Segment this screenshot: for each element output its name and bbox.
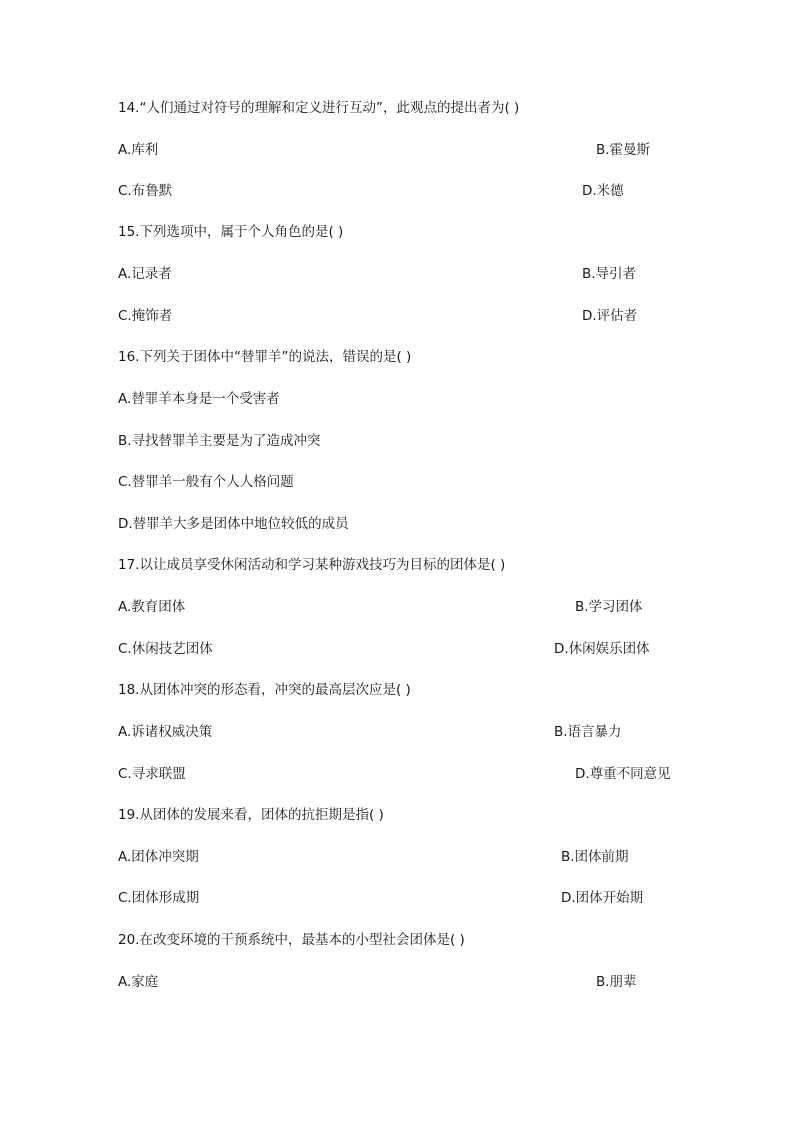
question-15-option-a: A.记录者 (118, 266, 172, 282)
question-20-stem: 20.在改变环境的干预系统中，最基本的小型社会团体是( ) (118, 932, 465, 948)
question-15-option-b: B.导引者 (582, 266, 637, 282)
question-15-option-d: D.评估者 (582, 308, 638, 324)
question-20-option-a: A.家庭 (118, 974, 159, 990)
question-19-option-a: A.团体冲突期 (118, 849, 199, 865)
question-14-stem: 14.“人们通过对符号的理解和定义进行互动”，此观点的提出者为( ) (118, 100, 520, 116)
question-18-option-b: B.语言暴力 (554, 724, 622, 740)
question-20-option-b: B.朋辈 (596, 974, 637, 990)
question-17-option-d: D.休闲娱乐团体 (554, 641, 650, 657)
question-14-option-c: C.布鲁默 (118, 183, 173, 199)
question-16-option-c: C.替罪羊一般有个人人格问题 (118, 474, 294, 490)
question-14-option-b: B.霍曼斯 (596, 142, 651, 158)
question-16-option-b: B.寻找替罪羊主要是为了造成冲突 (118, 433, 321, 449)
question-16-option-d: D.替罪羊大多是团体中地位较低的成员 (118, 516, 349, 532)
question-17-option-b: B.学习团体 (575, 599, 643, 615)
question-18-stem: 18.从团体冲突的形态看，冲突的最高层次应是( ) (118, 682, 411, 698)
question-16-option-a: A.替罪羊本身是一个受害者 (118, 391, 280, 407)
question-17-option-a: A.教育团体 (118, 599, 186, 615)
question-16-stem: 16.下列关于团体中“替罪羊”的说法，错误的是( ) (118, 349, 412, 365)
question-15-option-c: C.掩饰者 (118, 308, 173, 324)
question-19-option-d: D.团体开始期 (561, 890, 644, 906)
question-14-option-a: A.库利 (118, 142, 159, 158)
question-18-option-d: D.尊重不同意见 (575, 766, 671, 782)
question-15-stem: 15.下列选项中，属于个人角色的是( ) (118, 224, 344, 240)
question-17-option-c: C.休闲技艺团体 (118, 641, 213, 657)
question-18-option-a: A.诉诸权威决策 (118, 724, 213, 740)
question-14-option-d: D.米德 (582, 183, 624, 199)
question-19-option-b: B.团体前期 (561, 849, 629, 865)
question-17-stem: 17.以让成员享受休闲活动和学习某种游戏技巧为目标的团体是( ) (118, 557, 506, 573)
question-18-option-c: C.寻求联盟 (118, 766, 186, 782)
question-19-option-c: C.团体形成期 (118, 890, 200, 906)
question-19-stem: 19.从团体的发展来看，团体的抗拒期是指( ) (118, 807, 384, 823)
